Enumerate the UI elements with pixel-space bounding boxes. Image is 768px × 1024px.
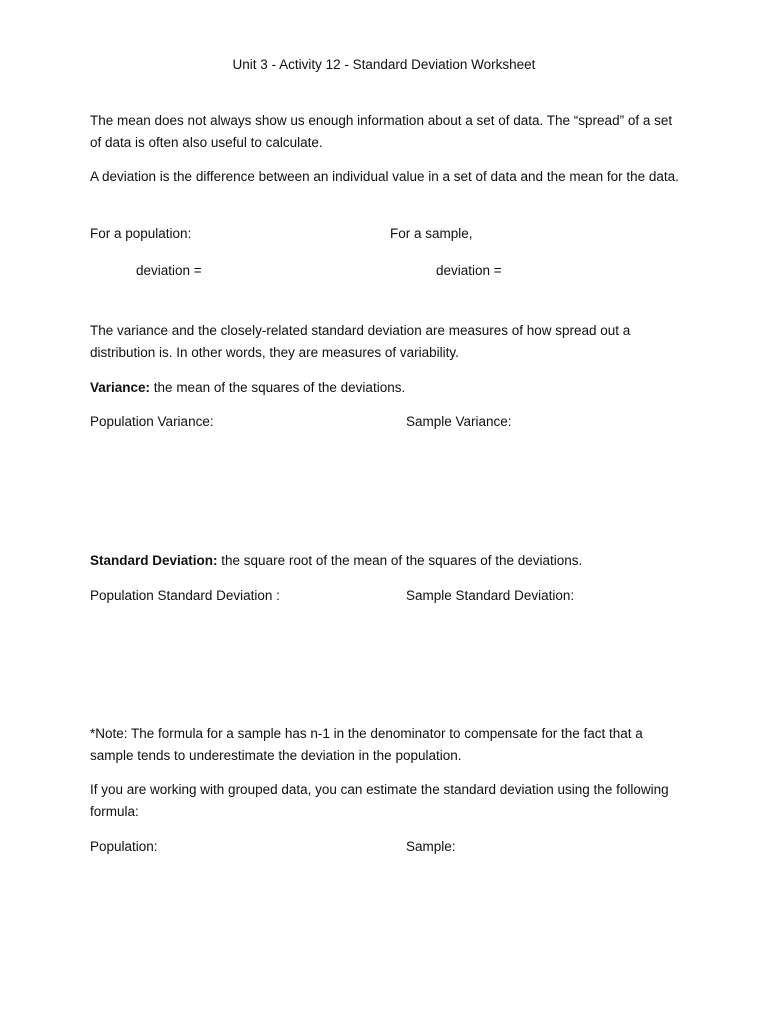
sample-note-paragraph: *Note: The formula for a sample has n-1 in the denominator to compensate for the fact that a sample tends to underestimate the deviation in the population. xyxy=(90,726,643,763)
sample-std-dev-label: Sample Standard Deviation: xyxy=(406,588,575,603)
variance-definition xyxy=(90,377,405,399)
sample-deviation-label: For a sample, xyxy=(390,226,473,241)
variance-definition-text: the mean of the squares of the deviations. xyxy=(150,380,406,395)
grouped-sample-label: Sample: xyxy=(406,839,456,854)
std-dev-definition-text: the square root of the mean of the squares of the deviations. xyxy=(217,553,583,568)
population-deviation-formula-label: deviation = xyxy=(136,263,202,278)
population-std-dev-label: Population Standard Deviation : xyxy=(90,588,280,603)
page-title: Unit 3 - Activity 12 - Standard Deviation Worksheet xyxy=(232,57,536,72)
intro-paragraph-spread: The mean does not always show us enough information about a set of data. The “spread” of a set of data is often also useful to calculate. xyxy=(90,113,673,150)
variance-term: Variance: xyxy=(90,380,151,395)
grouped-population-label: Population: xyxy=(90,839,158,854)
population-deviation-label: For a population: xyxy=(90,226,192,241)
grouped-data-paragraph: If you are working with grouped data, you can estimate the standard deviation using the following formula: xyxy=(90,782,669,819)
population-variance-label: Population Variance: xyxy=(90,414,214,429)
sample-variance-label: Sample Variance: xyxy=(406,414,512,429)
intro-paragraph-deviation: A deviation is the difference between an individual value in a set of data and the mean for the data. xyxy=(90,169,679,184)
variance-intro-paragraph: The variance and the closely-related standard deviation are measures of how spread out a distribution is. In other words, they are measures of variability. xyxy=(90,323,631,360)
std-dev-definition xyxy=(90,550,582,572)
std-dev-term: Standard Deviation: xyxy=(90,553,218,568)
sample-deviation-formula-label: deviation = xyxy=(436,263,502,278)
